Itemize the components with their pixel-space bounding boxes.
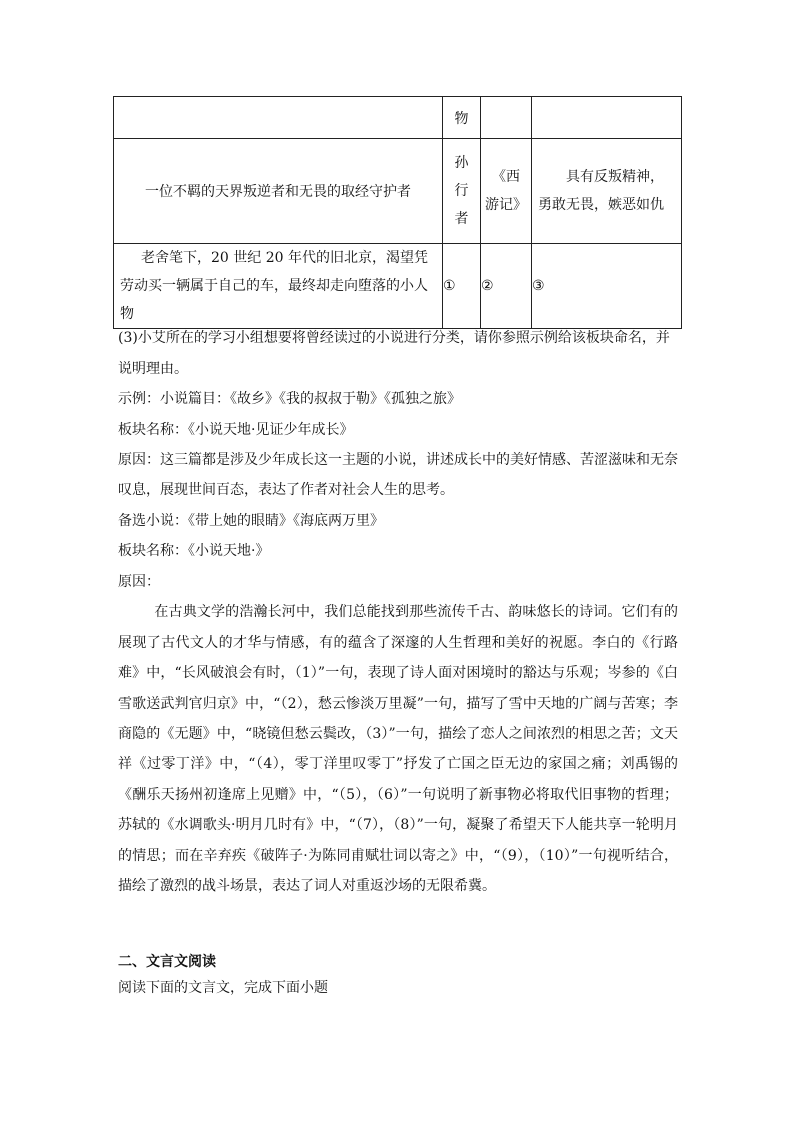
section-2-instruction: 阅读下面的文言文，完成下面小题 <box>118 980 328 996</box>
section-2-heading: 二、文言文阅读 <box>118 954 216 970</box>
table-row <box>114 244 682 329</box>
novel-character-table <box>113 96 682 329</box>
question-body <box>118 323 678 901</box>
example-line: 示例：小说篇目：《故乡》《我的叔叔于勒》《孤独之旅》 <box>118 391 461 407</box>
answer-blank-3[interactable]: ③ <box>532 244 682 329</box>
block-name-answer[interactable]: 板块名称：《小说天地·》 <box>118 543 270 560</box>
table-cell-trait: 具有反叛精神，勇敢无畏，嫉恶如仇 <box>532 139 682 244</box>
table-cell-desc: 老舍笔下，20 世纪 20 年代的旧北京，渴望凭劳动买一辆属于自己的车，最终却走向堕落的小人物 <box>114 244 443 329</box>
reason-answer[interactable]: 原因： <box>118 573 160 590</box>
candidate-novels: 备选小说：《带上她的眼睛》《海底两万里》 <box>118 512 384 529</box>
table-cell-trait <box>532 97 682 139</box>
table-row <box>114 97 682 139</box>
block-name-example: 板块名称：《小说天地·见证少年成长》 <box>118 421 354 438</box>
table-cell-desc: 一位不羁的天界叛逆者和无畏的取经守护者 <box>114 139 443 244</box>
answer-blank-2[interactable]: ② <box>481 244 532 329</box>
question-3-line-1: (3)小艾所在的学习小组想要将曾经读过的小说进行分类，请你参照示例给该板块命名，并 <box>118 330 670 346</box>
table-row <box>114 139 682 244</box>
table-cell-name: 物 <box>443 97 481 139</box>
question-3-line-2: 说明理由。 <box>118 360 188 377</box>
poem-fill-paragraph: 在古典文学的浩瀚长河中，我们总能找到那些流传千古、韵味悠长的诗词。它们有的展现了古代文人的才华与情感，有的蕴含了深邃的人生哲理和美好的祝愿。李白的《行路难》中，“长风破浪会有时，（1）”一句，表现了诗人面对困境时的豁达与乐观；岑参的《白雪歌送武判官归京》中，“（2），愁云惨淡万里凝”一句，描写了雪中天地的广阔与苦寒；李商隐的《无题》中，“晓镜但愁云鬓改，（3）”一句，描绘了恋人之间浓烈的相思之苦；文天祥《过零丁洋》中，“（4），零丁洋里叹零丁”抒发了亡国之臣无边的家国之痛；刘禹锡的《酬乐天扬州初逢席上见赠》中，“（5），（6）”一句说明了新事物必将取代旧事物的哲理；苏轼的《水调歌头·明月几时有》中，“（7），（8）”一句，凝聚了希望天下人能共享一轮明月的情思；而在辛弃疾《破阵子·为陈同甫赋壮词以寄之》中，“（9），（10）”一句视听结合，描绘了激烈的战斗场景，表达了词人对重返沙场的无限希冀。 <box>118 604 678 894</box>
table-cell-work: 《西 游记》 <box>481 139 532 244</box>
table-cell-name: 孙 行 者 <box>443 139 481 244</box>
table-cell-work <box>481 97 532 139</box>
reason-example: 原因：这三篇都是涉及少年成长这一主题的小说，讲述成长中的美好情感、苦涩滋味和无奈叹息，展现世间百态，表达了作者对社会人生的思考。 <box>118 452 678 499</box>
answer-blank-1[interactable]: ① <box>443 244 481 329</box>
table-cell-desc <box>114 97 443 139</box>
